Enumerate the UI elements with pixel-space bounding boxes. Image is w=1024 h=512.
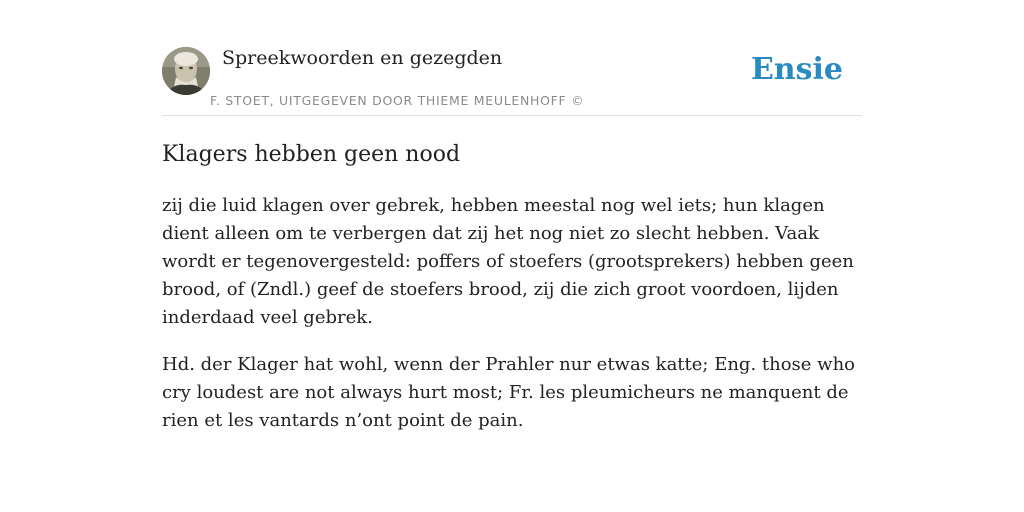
source-title[interactable]: Spreekwoorden en gezegden bbox=[222, 47, 503, 69]
brand-logo[interactable]: Ensie bbox=[750, 52, 843, 87]
entry-paragraph: zij die luid klagen over gebrek, hebben meestal nog wel iets; hun klagen dient alleen om te verbergen dat zij het nog niet zo slecht hebben. Vaak wordt er tegenovergesteld: poffers of stoefers (grootsprekers) hebben geen brood, of (Zndl.) geef de stoefers brood, zij die zich groot voordoen, lijden inderdaad veel gebrek. bbox=[162, 195, 854, 328]
author-avatar bbox=[162, 47, 210, 95]
source-header bbox=[162, 46, 862, 116]
entry-body bbox=[162, 192, 862, 454]
source-credit: F. STOET, UITGEGEVEN DOOR THIEME MEULENHOFF © bbox=[210, 93, 585, 108]
author-portrait-icon bbox=[162, 47, 210, 95]
entry-title: Klagers hebben geen nood bbox=[162, 142, 461, 167]
entry-paragraph: Hd. der Klager hat wohl, wenn der Prahler nur etwas katte; Eng. those who cry loudest are not always hurt most; Fr. les pleumicheurs ne manquent de rien et les vantards n’ont point de pain. bbox=[162, 354, 856, 431]
